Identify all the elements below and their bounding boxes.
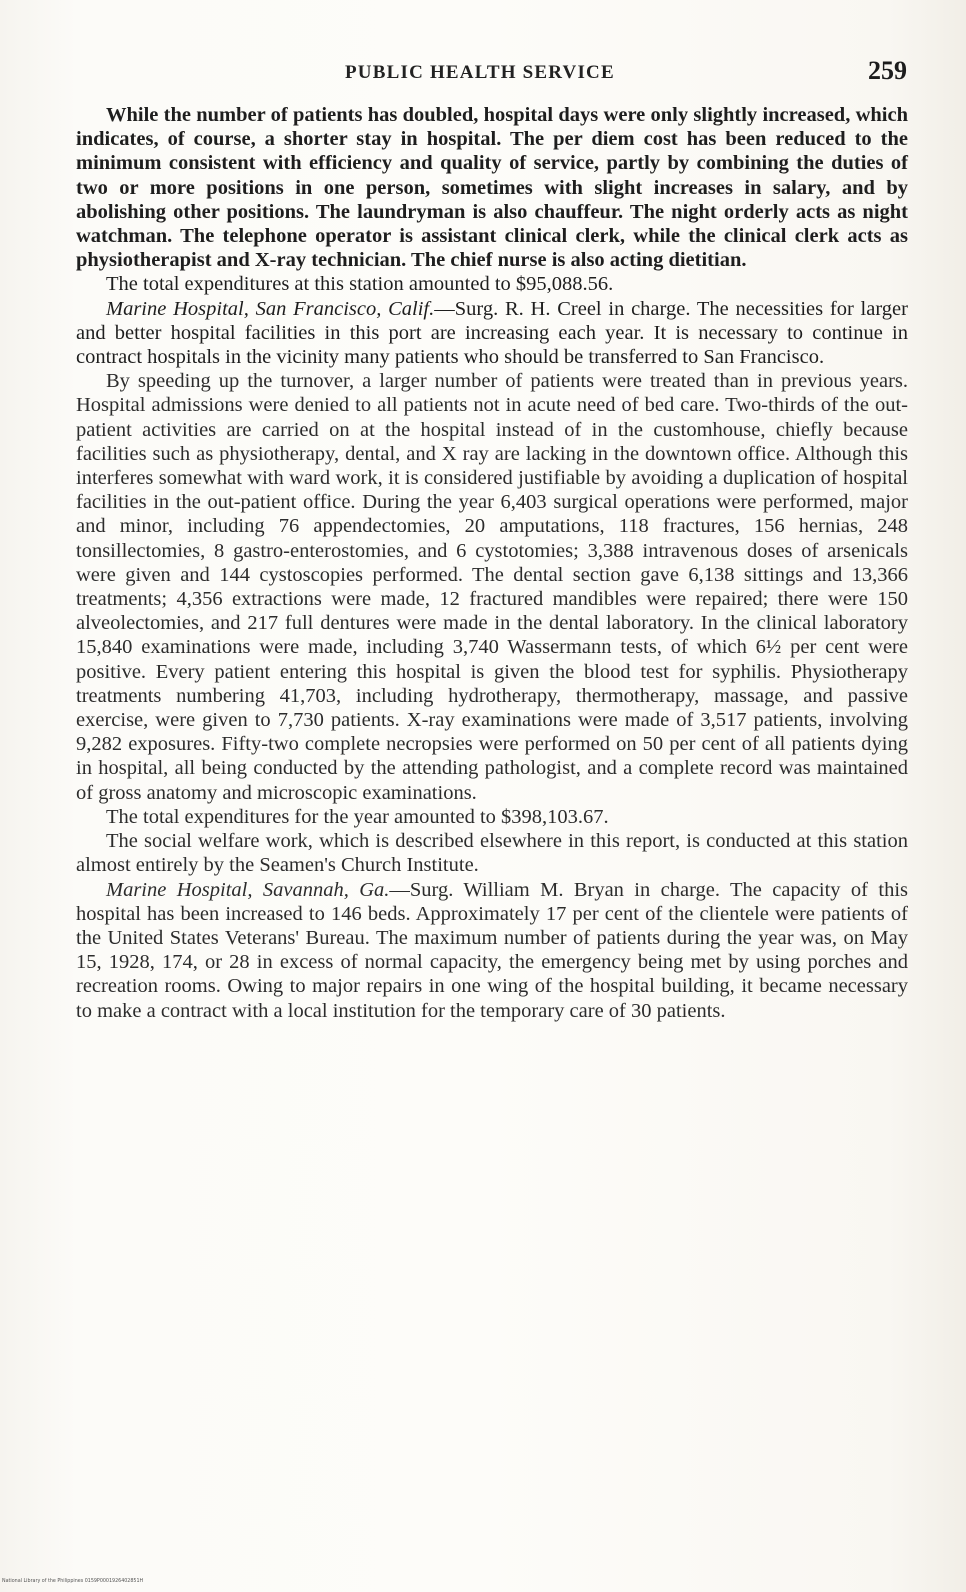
hospital-name: Marine Hospital, San Francisco, Calif.: [106, 297, 435, 320]
paragraph-text: —Surg. William M. Bryan in charge. The capacity of this hospital has been increased to 146 beds. Approximately 17 per cent of the clientele were patients of the United States Veterans' Bureau. The maximum number of patients during the year was, on May 15, 1928, 174, or 28 in excess of normal capacity, the emergency being met by using porches and recreation rooms. Owing to major repairs in one wing of the hospital building, it became necessary to make a contract with a local institution for the temporary care of 30 patients.: [76, 878, 908, 1022]
scan-footer-note: National Library of the Philippines 0159P0001926402851H: [2, 1579, 144, 1584]
body-text: [76, 103, 908, 1543]
running-head: PUBLIC HEALTH SERVICE: [345, 62, 615, 83]
page-number: 259: [868, 56, 907, 85]
paragraph-text: While the number of patients has doubled, hospital days were only slightly increased, which indicates, of course, a shorter stay in hospital. The per diem cost has been reduced to the minimum consistent with efficiency and quality of service, partly by combining the duties of two or more positions in one person, sometimes with slight increases in salary, and by abolishing other positions. The laundryman is also chauffeur. The night orderly acts as night watchman. The telephone operator is assistant clinical clerk, while the clinical clerk acts as physiotherapist and X-ray technician. The chief nurse is also acting dietitian.: [76, 104, 908, 272]
paragraph-text: The total expenditures at this station amounted to $95,088.56.: [106, 273, 614, 296]
paragraph-year-expenditures: [76, 805, 908, 829]
paragraph-social-welfare: [76, 829, 908, 877]
paragraph-text: The social welfare work, which is described elsewhere in this report, is conducted at this station almost entirely by the Seamen's Church Institute.: [76, 830, 908, 877]
paragraph-san-francisco: [76, 297, 908, 370]
paragraph-text: By speeding up the turnover, a larger number of patients were treated than in previous years. Hospital admissions were denied to all patients not in acute need of bed care. Two-thirds of the out-patient activities are carried on at the hospital instead of in the customhouse, chiefly because facilities such as physiotherapy, dental, and X ray are lacking in the downtown office. Although this interferes somewhat with ward work, it is considered justifiable by avoiding a duplication of hospital facilities in the out-patient office. During the year 6,403 surgical operations were performed, major and minor, including 76 appendectomies, 20 amputations, 118 fractures, 156 hernias, 248 tonsillectomies, 8 gastro-enterostomies, and 6 cystotomies; 3,388 intravenous doses of arsenicals were given and 144 cystoscopies performed. The dental section gave 6,138 sittings and 13,366 treatments; 4,356 extractions were made, 12 fractured mandibles were repaired; there were 150 alveolectomies, and 217 full dentures were made in the dental laboratory. In the clinical laboratory 15,840 examinations were made, including 3,740 Wassermann tests, of which 6½ per cent were positive. Every patient entering this hospital is given the blood test for syphilis. Physiotherapy treatments numbering 41,703, including hydrotherapy, thermotherapy, massage, and passive exercise, were given to 7,730 patients. X-ray examinations were made of 3,517 patients, involving 9,282 exposures. Fifty-two complete necropsies were performed on 50 per cent of all patients dying in hospital, all being conducted by the attending pathologist, and a complete record was maintained of gross anatomy and microscopic examinations.: [76, 370, 908, 804]
paragraph-san-francisco-details: [76, 369, 908, 805]
hospital-name: Marine Hospital, Savannah, Ga.: [106, 878, 390, 901]
paragraph-patient-stay: [76, 103, 908, 272]
paragraph-text: The total expenditures for the year amounted to $398,103.67.: [106, 805, 609, 828]
paragraph-savannah: [76, 878, 908, 1023]
page-header: [0, 56, 966, 102]
paragraph-station-expenditures: [76, 272, 908, 296]
paragraph-text: —Surg. R. H. Creel in charge. The necessities for larger and better hospital facilities in this port are increasing each year. It is necessary to continue in contract hospitals in the vicinity many patients who should be transferred to San Francisco.: [76, 297, 908, 369]
